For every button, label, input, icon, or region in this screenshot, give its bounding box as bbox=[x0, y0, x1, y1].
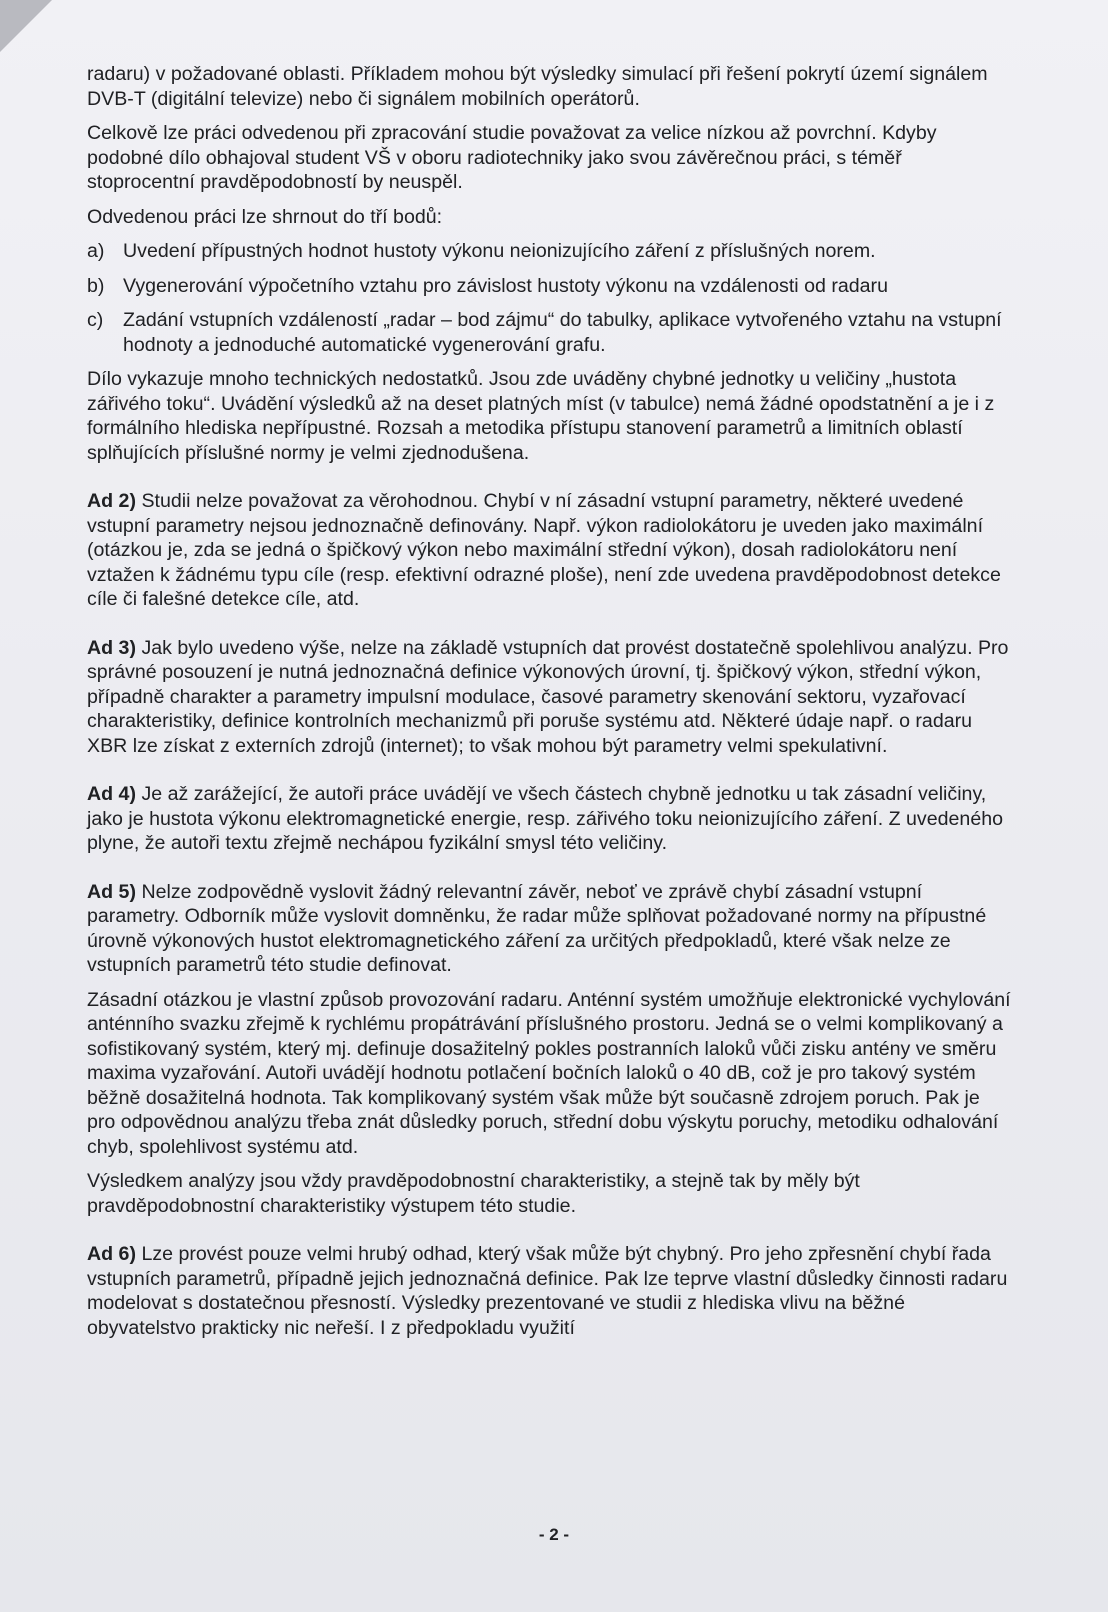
section-ad-5-paragraph-3: Výsledkem analýzy jsou vždy pravděpodobnostní charakteristiky, a stejně tak by měly být pravděpodobnostní charakteristiky výstupem této studie. bbox=[87, 1170, 860, 1217]
section-ad-4 bbox=[87, 782, 1012, 856]
page-number: - 2 - bbox=[538, 1525, 570, 1544]
section-label: Ad 2) bbox=[87, 490, 136, 512]
section-text: Je až zarážející, že autoři práce uvádějí ve všech částech chybně jednotku u tak zásadní veličiny, jako je hustota výkonu elektromagnetické energie, resp. zářivého toku neionizujícího záření. Z uvedeného plyne, že autoři textu zřejmě nechápou fyzikální smysl této veličiny. bbox=[87, 783, 1004, 854]
summary-list-item-b bbox=[87, 274, 1012, 299]
list-item-text: Vygenerování výpočetního vztahu pro závislost hustoty výkonu na vzdálenosti od radaru bbox=[123, 274, 888, 297]
section-text: Studii nelze považovat za věrohodnou. Chybí v ní zásadní vstupní parametry, některé uvedené vstupní parametry nejsou jednoznačně definovány. Např. výkon radiolokátoru je uveden jako maximální (otázkou je, zda se jedná o špičkový výkon nebo maximální střední výkon), dosah radiolokátoru není vztažen k žádnému typu cíle (resp. efektivní odrazné ploše), není zde uvedena pravděpodobnost detekce cíle či falešné detekce cíle, atd. bbox=[87, 490, 1001, 610]
technical-deficiencies-paragraph: Dílo vykazuje mnoho technických nedostatků. Jsou zde uváděny chybné jednotky u veličiny „hustota zářivého toku“. Uvádění výsledků až na deset platných míst (v tabulce) nemá žádné opodstatnění a je i z formálního hlediska nepřípustné. Rozsah a metodika přístupu stanovení parametrů a limitních oblastí splňujících příslušné normy je velmi zjednodušena. bbox=[87, 368, 995, 464]
section-text: Nelze zodpovědně vyslovit žádný relevantní závěr, neboť ve zprávě chybí zásadní vstupní parametry. Odborník může vyslovit domněnku, že radar může splňovat požadované normy na přípustné úrovně výkonových hustot elektromagnetického záření za určitých předpokladů, které však nelze ze vstupních parametrů této studie definovat. bbox=[87, 880, 987, 976]
section-text: Lze provést pouze velmi hrubý odhad, který však může být chybný. Pro jeho zpřesnění chybí řada vstupních parametrů, případně jejich jednoznačná definice. Pak lze teprve vlastní důsledky činnosti radaru modelovat s dostatečnou přesností. Výsledky prezentované ve studii z hlediska vlivu na běžné obyvatelstvo prakticky nic neřeší. I z předpokladu využití bbox=[87, 1243, 1008, 1339]
section-label: Ad 4) bbox=[87, 783, 136, 805]
list-item-text: Uvedení přípustných hodnot hustoty výkonu neionizujícího záření z příslušných norem. bbox=[123, 240, 876, 262]
list-marker: a) bbox=[87, 240, 105, 262]
section-ad-2 bbox=[87, 489, 1012, 612]
document-body bbox=[87, 62, 1012, 1350]
intro-paragraph-1: radaru) v požadované oblasti. Příkladem mohou být výsledky simulací při řešení pokrytí území signálem DVB-T (digitální televize) nebo či signálem mobilních operátorů. bbox=[87, 63, 988, 110]
section-ad-5-paragraph-2: Zásadní otázkou je vlastní způsob provozování radaru. Anténní systém umožňuje elektronické vychylování anténního svazku zřejmě k rychlému propátrávání příslušného prostoru. Jedná se o velmi komplikovaný a sofistikovaný systém, který mj. definuje dosažitelný pokles postranních laloků vůči zisku antény ve směru maxima vyzařování. Autoři uvádějí hodnotu potlačení bočních laloků o 40 dB, což je pro takový systém běžně dosažitelná hodnota. Tak komplikovaný systém však může být současně zdrojem poruch. Pak je pro odpovědnou analýzu třeba znát důsledky poruch, střední dobu výskytu poruchy, metodiku odhalování chyb, spolehlivost systému atd. bbox=[87, 988, 1011, 1158]
section-ad-3 bbox=[87, 636, 1012, 759]
section-label: Ad 6) bbox=[87, 1243, 136, 1265]
page-corner-shadow bbox=[0, 0, 52, 52]
section-ad-6 bbox=[87, 1242, 1012, 1340]
list-item-text: Zadání vstupních vzdáleností „radar – bod zájmu“ do tabulky, aplikace vytvořeného vztahu na vstupní hodnoty a jednoduché automatické vygenerování grafu. bbox=[123, 309, 1002, 356]
section-label: Ad 3) bbox=[87, 636, 136, 659]
list-marker: c) bbox=[87, 309, 104, 331]
section-label: Ad 5) bbox=[87, 880, 136, 903]
list-marker: b) bbox=[87, 274, 105, 297]
summary-intro: Odvedenou práci lze shrnout do tří bodů: bbox=[87, 205, 443, 228]
summary-list-item-c bbox=[87, 308, 1012, 357]
summary-list-item-a bbox=[87, 239, 1012, 264]
section-ad-5 bbox=[87, 880, 1012, 978]
intro-paragraph-2: Celkově lze práci odvedenou při zpracování studie považovat za velice nízkou až povrchní. Kdyby podobné dílo obhajoval student VŠ v oboru radiotechniky jako svou závěrečnou práci, s téměř stoprocentní pravděpodobností by neuspěl. bbox=[87, 122, 937, 193]
section-text: Jak bylo uvedeno výše, nelze na základě vstupních dat provést dostatečně spolehlivou analýzu. Pro správné posouzení je nutná jednoznačná definice výkonových úrovní, tj. špičkový výkon, střední výkon, případně charakter a parametry impulsní modulace, časové parametry skenování sektoru, vyzařovací charakteristiky, definice kontrolních mechanizmů při poruše systému atd. Některé údaje např. o radaru XBR lze získat z externích zdrojů (internet); to však mohou být parametry velmi spekulativní. bbox=[87, 636, 1009, 757]
